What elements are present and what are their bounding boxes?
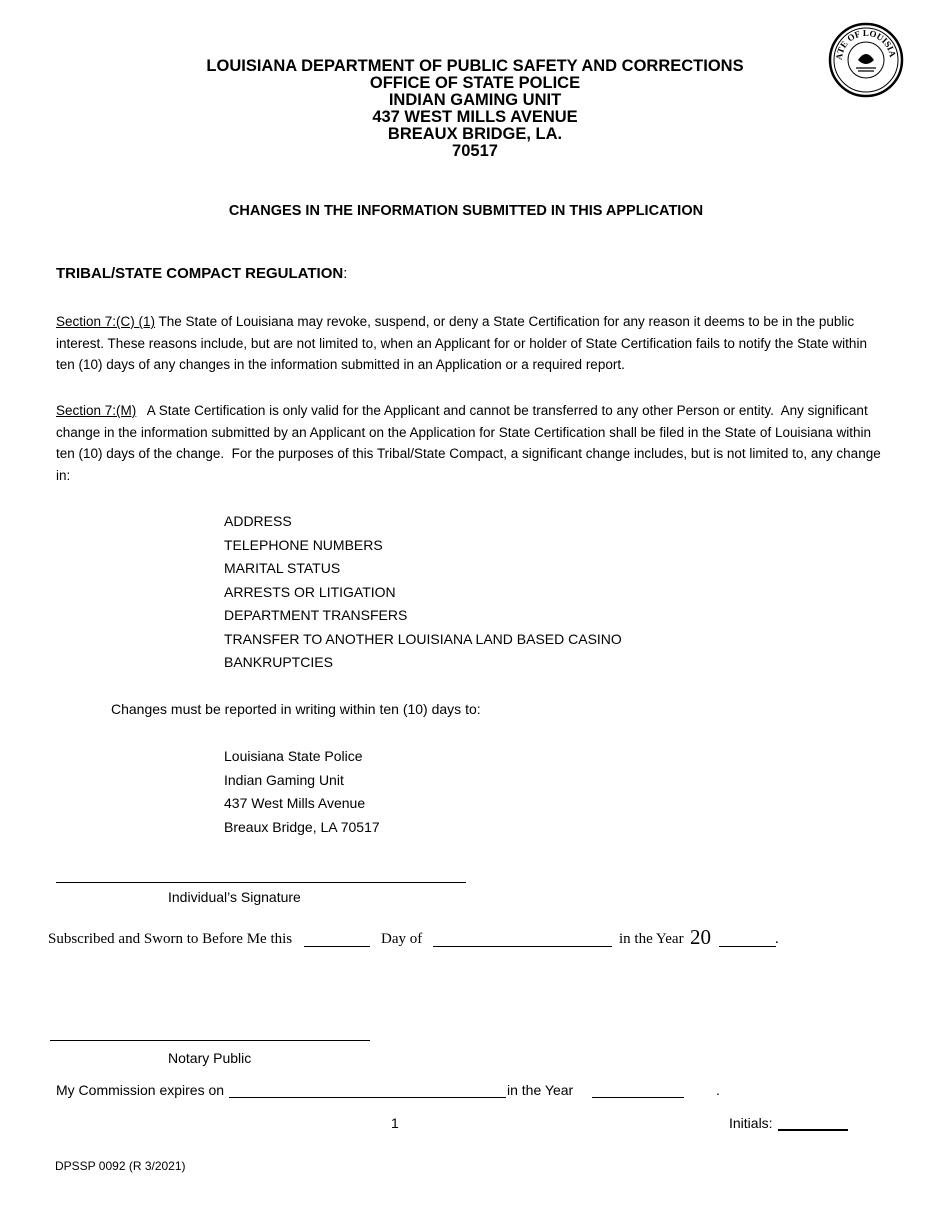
commission-prefix: My Commission expires on [56,1082,225,1098]
initials-label: Initials: [729,1115,773,1131]
sworn-in-the-year: in the Year [619,931,684,947]
header-line-street: 437 WEST MILLS AVENUE [372,108,578,126]
change-items-list [224,510,622,675]
list-item: TELEPHONE NUMBERS [224,536,383,553]
agency-header [120,58,830,160]
mailing-address [224,745,380,839]
state-seal-icon [828,22,904,98]
signature-line[interactable] [56,882,466,883]
header-line-city: BREAUX BRIDGE, LA. [387,125,563,143]
page-number: 1 [391,1115,399,1131]
commission-end: . [716,1082,720,1098]
sworn-day-field[interactable] [304,946,370,947]
address-line: Louisiana State Police [224,748,363,764]
report-instruction: Changes must be reported in writing within ten (10) days to: [111,701,481,717]
header-line-agency: LOUISIANA DEPARTMENT OF PUBLIC SAFETY AND CORRECTIONS [206,57,744,75]
sworn-month-field[interactable] [433,946,612,947]
sworn-century: 20 [690,925,711,949]
seal-text: ATE OF LOUISIA [833,27,898,61]
regulation-heading [56,265,347,282]
section-text: The State of Louisiana may revoke, suspend, or deny a State Certification for any reason it deems to be in the public interest. These reasons include, but are not limited to, when an Applicant for or holder of State Certification fails to notify the State within ten (10) days of any changes in the information submitted in an Application or a required report. [56,314,867,372]
header-line-unit: INDIAN GAMING UNIT [388,91,562,109]
section-ref: Section 7:(C) (1) [56,314,156,329]
section-7c1-paragraph [56,311,886,376]
address-line: Indian Gaming Unit [224,771,344,788]
section-7m-paragraph [56,400,886,486]
initials-field[interactable] [778,1129,848,1131]
list-item: TRANSFER TO ANOTHER LOUISIANA LAND BASED CASINO [224,630,622,647]
form-id: DPSSP 0092 (R 3/2021) [55,1159,186,1173]
list-item: BANKRUPTCIES [224,654,333,670]
commission-date-field[interactable] [229,1097,506,1098]
address-line: Breaux Bridge, LA 70517 [224,818,380,835]
address-line: 437 West Mills Avenue [224,795,366,811]
page-title: CHANGES IN THE INFORMATION SUBMITTED IN THIS APPLICATION [228,203,704,219]
sworn-day-of: Day of [381,931,423,947]
header-line-office: OFFICE OF STATE POLICE [369,74,581,92]
notary-label: Notary Public [168,1050,252,1066]
regulation-heading-colon: : [343,265,348,282]
regulation-heading-text: TRIBAL/STATE COMPACT REGULATION [56,265,344,282]
sworn-prefix: Subscribed and Sworn to Before Me this [48,931,293,947]
list-item: ARRESTS OR LITIGATION [224,583,396,600]
signature-label: Individual’s Signature [168,889,301,905]
list-item: ADDRESS [224,513,292,529]
commission-in-the-year: in the Year [507,1082,574,1098]
list-item: MARITAL STATUS [224,560,341,576]
sworn-end: . [775,931,779,947]
header-line-zip: 70517 [452,142,498,160]
notary-signature-line[interactable] [50,1040,370,1041]
section-ref: Section 7:(M) [56,403,137,418]
list-item: DEPARTMENT TRANSFERS [224,607,408,623]
section-text: A State Certification is only valid for the Applicant and cannot be transferred to any other Person or entity. Any significant change in the information submitted by an Applicant on the Application for State Certification shall be filed in the State of Louisiana within ten (10) days of the change. For the purposes of this Tribal/State Compact, a significant change includes, but is not limited to, any change in: [56,403,885,483]
commission-year-field[interactable] [592,1097,684,1098]
sworn-year-field[interactable] [719,946,776,947]
